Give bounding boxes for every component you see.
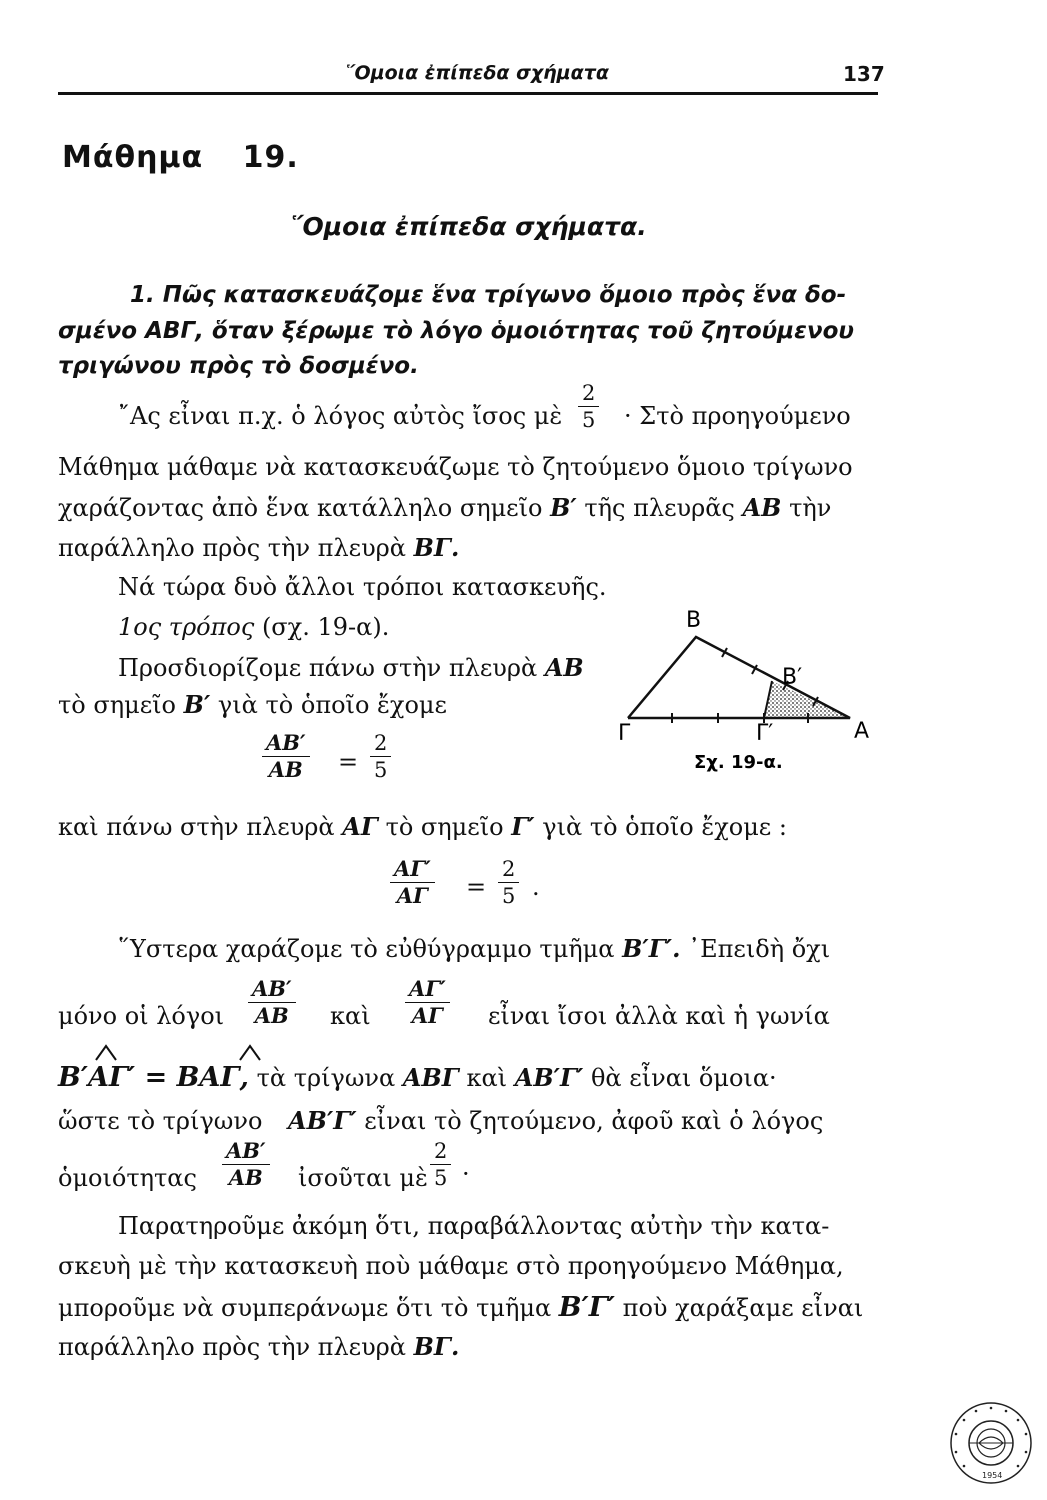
- p6-line-3: [58, 1292, 863, 1323]
- label-A: Α: [854, 719, 870, 744]
- angle-hat-2: [240, 1046, 260, 1060]
- p1-frac-den: 5: [582, 408, 596, 433]
- p5-line-1c: ᾿Επειδὴ ὄχι: [688, 935, 831, 963]
- eq1-lhs: [262, 732, 310, 781]
- frac-bar: [498, 882, 519, 883]
- p5-line-4c: εἶναι τὸ ζητούμενο, ἀφοῦ καὶ ὁ λόγος: [364, 1107, 824, 1135]
- p5-line-4a: ὥστε τὸ τρίγωνο: [58, 1107, 263, 1135]
- p6-line-4b: ΒΓ.: [413, 1332, 460, 1361]
- page-title: ῞Ομοια ἐπίπεδα σχήματα.: [290, 212, 647, 241]
- p4-b: ΑΓ: [342, 812, 378, 841]
- header-rule: [58, 92, 878, 95]
- p5-frac-2: [405, 978, 450, 1027]
- p5-line-1a: ῞Υστερα χαράζομε τὸ εὐθύγραμμο τμῆμα: [118, 935, 615, 963]
- eq2-rhs: [498, 858, 519, 907]
- p4-e: γιὰ τὸ ὁποῖο ἔχομε :: [542, 813, 787, 841]
- p5-line-3d: καὶ: [466, 1064, 508, 1092]
- p5-f2-num: ΑΓ′: [409, 976, 446, 1001]
- p5-f4-num: 2: [434, 1139, 448, 1163]
- p3-line-2c: γιὰ τὸ ὁποῖο ἔχομε: [217, 691, 447, 719]
- p5-line-3a: Β′ΑΓ′ = ΒΑΓ,: [58, 1062, 249, 1093]
- p5-line-3c: ΑΒΓ: [402, 1063, 459, 1092]
- lesson-label: Μάθημα: [62, 140, 204, 175]
- p3-line-1: [118, 653, 584, 682]
- p3-line-2b: Β′: [183, 690, 211, 719]
- p5-f3-num: ΑΒ′: [226, 1138, 266, 1163]
- figure-caption: Σχ. 19-α.: [694, 752, 783, 773]
- p5-line-1: [118, 934, 830, 963]
- label-G-prime: Γ′: [756, 721, 774, 746]
- eq2-num: ΑΓ′: [394, 856, 431, 881]
- p1-line-3: [58, 493, 831, 522]
- p5-line-4b: ΑΒ′Γ′: [288, 1106, 357, 1135]
- running-title: ῞Ομοια ἐπίπεδα σχήματα: [345, 62, 609, 84]
- p6-line-4: [58, 1332, 459, 1361]
- eq2-lhs: [390, 858, 435, 907]
- p5-frac-4: [430, 1140, 451, 1189]
- figure-19a: [600, 610, 900, 800]
- p4-d: Γ′: [511, 812, 535, 841]
- page-number: 137: [843, 62, 885, 86]
- p5-line-3b: τὰ τρίγωνα: [256, 1064, 396, 1092]
- p3-line-2a: τὸ σημεῖο: [58, 691, 177, 719]
- p5-line-1b: Β′Γ′.: [622, 934, 681, 963]
- p1-line-3b: Β′: [550, 493, 577, 522]
- question-number: 1.: [130, 282, 155, 308]
- p5-line-5b: ἰσοῦται μὲ: [298, 1164, 428, 1192]
- eq1-rnum: 2: [374, 731, 388, 755]
- eq2-rden: 5: [502, 884, 516, 909]
- stamp-year: 1954: [982, 1471, 1003, 1480]
- p1-line-1a: ῎Ας εἶναι π.χ. ὁ λόγος αὐτὸς ἴσος μὲ: [118, 402, 563, 430]
- p5-line-2c: εἶναι ἴσοι ἀλλὰ καὶ ἡ γωνία: [488, 1002, 830, 1030]
- question-line-3: τριγώνου πρὸς τὸ δοσμένο.: [58, 353, 419, 379]
- p1-line-4a: παράλληλο πρὸς τὴν πλευρὰ: [58, 534, 406, 562]
- eq1-rden: 5: [374, 758, 388, 783]
- p1-line-3a: χαράζοντας ἀπὸ ἕνα κατάλληλο σημεῖο: [58, 494, 543, 522]
- p1-fraction: [578, 382, 599, 431]
- p4-c: τὸ σημεῖο: [385, 813, 504, 841]
- eq1-num: ΑΒ′: [266, 730, 306, 755]
- angle-hats: [58, 1040, 318, 1064]
- p6-line-1: Παρατηροῦμε ἀκόμη ὅτι, παραβάλλοντας αὐτὴν τὴν κατα-: [118, 1212, 830, 1240]
- eq2-end: .: [532, 873, 540, 901]
- p6-line-2: σκευὴ μὲ τὴν κατασκευὴ ποὺ μάθαμε στὸ προηγούμενο Μάθημα,: [58, 1252, 844, 1280]
- question-line-2: [58, 318, 854, 344]
- p5-frac-3: [222, 1140, 270, 1189]
- p1-line-2: Μάθημα μάθαμε νὰ κατασκευάζωμε τὸ ζητούμενο ὅμοιο τρίγωνο: [58, 453, 853, 481]
- p3-line-2: [58, 690, 447, 719]
- eq1-den: ΑΒ: [268, 757, 303, 783]
- p5-f3-den: ΑΒ: [228, 1165, 263, 1191]
- p1-frac-num: 2: [582, 381, 596, 405]
- p5-f4-den: 5: [434, 1166, 448, 1191]
- frac-bar: [430, 1164, 451, 1165]
- p5-line-3: [58, 1062, 777, 1093]
- label-B: Β: [686, 610, 702, 633]
- p5-f1-num: ΑΒ′: [252, 976, 292, 1001]
- p4-line: [58, 812, 787, 841]
- p5-line-4: [58, 1106, 823, 1135]
- frac-bar: [370, 756, 391, 757]
- p5-line-5c: ·: [462, 1160, 470, 1188]
- frac-bar: [578, 406, 599, 407]
- foundation-stamp: [946, 1398, 1036, 1488]
- p5-f1-den: ΑΒ: [254, 1003, 289, 1029]
- label-G: Γ: [618, 721, 631, 746]
- method-label: 1ος τρόπος: [118, 613, 255, 641]
- question-text-2c: , ὅταν ξέρωμε τὸ λόγο ὁμοιότητας τοῦ ζητούμενου: [195, 318, 854, 344]
- p2-line: Νά τώρα δυὸ ἄλλοι τρόποι κατασκευῆς.: [118, 573, 607, 601]
- method-ref: (σχ. 19-α).: [261, 613, 390, 641]
- p5-frac-1: [248, 978, 296, 1027]
- p5-line-2b: καὶ: [330, 1002, 371, 1030]
- p1-line-1b: · Στὸ προηγούμενο: [624, 402, 851, 430]
- question-text-1: Πῶς κατασκευάζομε ἕνα τρίγωνο ὅμοιο πρὸς ἕνα δο-: [162, 282, 847, 308]
- lesson-number: 19.: [242, 140, 299, 175]
- p4-a: καὶ πάνω στὴν πλευρὰ: [58, 813, 335, 841]
- p6-line-3a: μποροῦμε νὰ συμπεράνωμε ὅτι τὸ τμῆμα: [58, 1294, 552, 1322]
- p1-line-4b: ΒΓ.: [413, 533, 460, 562]
- p5-f2-den: ΑΓ: [411, 1003, 443, 1029]
- lesson-heading: [62, 140, 299, 175]
- eq2-den: ΑΓ: [396, 883, 428, 909]
- p6-line-4a: παράλληλο πρὸς τὴν πλευρὰ: [58, 1333, 406, 1361]
- method-line: [118, 613, 389, 641]
- p5-line-3e: ΑΒ′Γ′: [514, 1063, 584, 1092]
- p1-line-3e: τὴν: [789, 494, 832, 522]
- p5-line-3f: θὰ εἶναι ὅμοια·: [590, 1064, 777, 1092]
- p3-line-1a: Προσδιορίζομε πάνω στὴν πλευρὰ: [118, 654, 538, 682]
- p1-line-4: [58, 533, 459, 562]
- question-text-2a: σμένο: [58, 318, 146, 344]
- p3-line-1b: ΑΒ: [544, 653, 584, 682]
- question-text-2b: ΑΒΓ: [145, 318, 196, 344]
- eq1-equals: =: [338, 748, 359, 776]
- p5-line-5a: ὁμοιότητας: [58, 1164, 197, 1192]
- p6-line-3b: Β′Γ′: [558, 1292, 616, 1323]
- eq2-rnum: 2: [502, 857, 516, 881]
- p5-line-2a: μόνο οἱ λόγοι: [58, 1002, 225, 1030]
- eq1-rhs: [370, 732, 391, 781]
- question-line-1: [130, 282, 846, 308]
- label-B-prime: Β′: [782, 665, 803, 690]
- p1-line-3c: τῆς πλευρᾶς: [584, 494, 735, 522]
- p6-line-3c: ποὺ χαράξαμε εἶναι: [622, 1294, 864, 1322]
- angle-hat-1: [96, 1046, 116, 1060]
- eq2-equals: =: [466, 873, 487, 901]
- p1-line-3d: ΑΒ: [742, 493, 782, 522]
